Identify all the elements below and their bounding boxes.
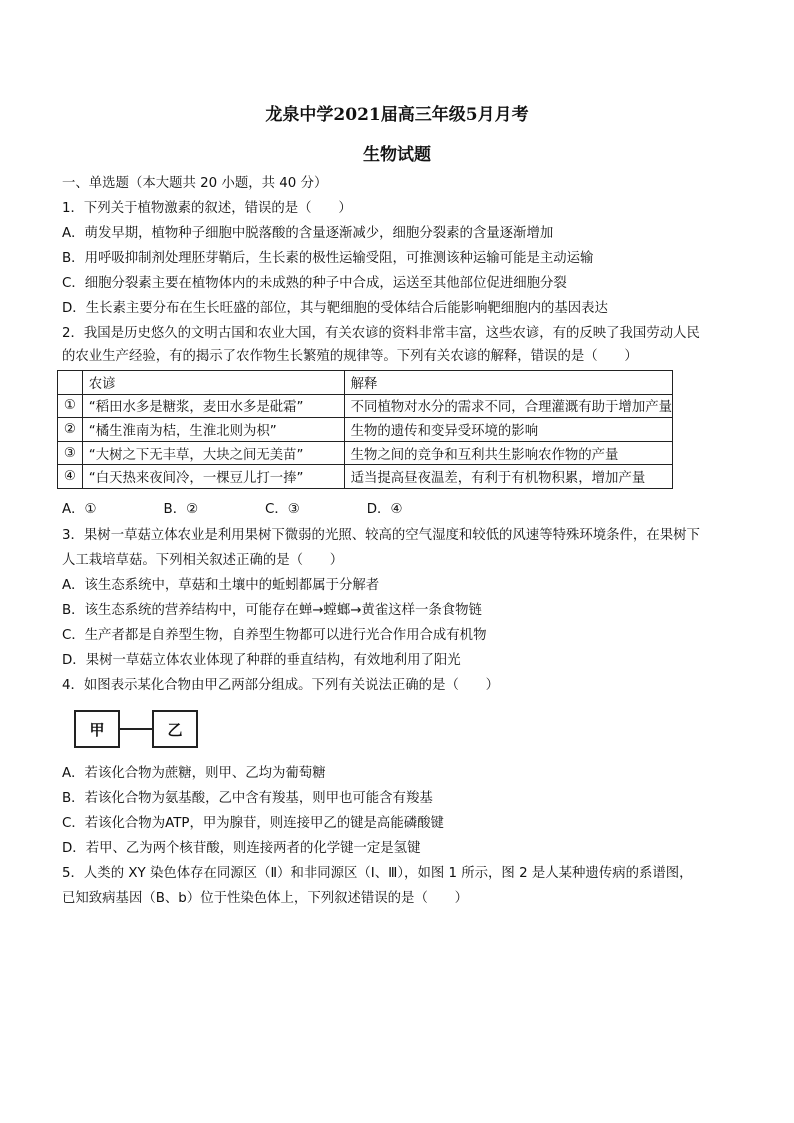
q3-stem-line2: 人工栽培草菇。下列相关叙述正确的是（ ） [62, 553, 344, 568]
q1-option-c: C．细胞分裂素主要在植物体内的未成熟的种子中合成，运送至其他部位促进细胞分裂 [62, 276, 567, 291]
row-number: ③ [58, 441, 83, 465]
row-proverb: “稻田水多是糖浆，麦田水多是砒霜” [82, 394, 344, 418]
q1-stem: 1．下列关于植物激素的叙述，错误的是（ ） [62, 201, 352, 216]
row-number: ② [58, 418, 83, 442]
row-explain: 不同植物对水分的需求不同，合理灌溉有助于增加产量 [344, 394, 672, 418]
q4-option-b: B．若该化合物为氨基酸，乙中含有羧基，则甲也可能含有羧基 [62, 791, 433, 806]
row-proverb: “橘生淮南为桔，生淮北则为枳” [82, 418, 344, 442]
part-a-box: 甲 [74, 710, 120, 748]
q1-option-d: D．生长素主要分布在生长旺盛的部位，其与靶细胞的受体结合后能影响靶细胞内的基因表达 [62, 301, 608, 316]
exam-subject: 生物试题 [363, 145, 431, 165]
table-header-row [58, 371, 673, 395]
q5-stem-line1: 5．人类的 XY 染色体存在同源区（Ⅱ）和非同源区（Ⅰ、Ⅲ），如图 1 所示，图 2 是人某种遗传病的系谱图， [62, 866, 693, 881]
q2-stem-line2: 的农业生产经验，有的揭示了农作物生长繁殖的规律等。下列有关农谚的解释，错误的是（ ） [62, 349, 638, 364]
row-number: ① [58, 394, 83, 418]
table-row [58, 465, 673, 489]
row-proverb: “大树之下无丰草，大块之间无美苗” [82, 441, 344, 465]
row-proverb: “白天热来夜间冷，一棵豆儿打一捧” [82, 465, 344, 489]
table-row [58, 418, 673, 442]
q2-options: A．① B．② C．③ D．④ [62, 502, 403, 517]
part-b-box: 乙 [152, 710, 198, 748]
q1-option-b: B．用呼吸抑制剂处理胚芽鞘后，生长素的极性运输受阻，可推测该种运输可能是主动运输 [62, 251, 594, 266]
table-row [58, 441, 673, 465]
q5-stem-line2: 已知致病基因（B、b）位于性染色体上，下列叙述错误的是（ ） [62, 891, 469, 906]
q4-option-d: D．若甲、乙为两个核苷酸，则连接两者的化学键一定是氢键 [62, 841, 421, 856]
row-number: ④ [58, 465, 83, 489]
table-row [58, 394, 673, 418]
compound-diagram [74, 710, 200, 750]
q1-option-a: A．萌发早期，植物种子细胞中脱落酸的含量逐渐减少，细胞分裂素的含量逐渐增加 [62, 226, 554, 241]
q4-option-a: A．若该化合物为蔗糖，则甲、乙均为葡萄糖 [62, 766, 326, 781]
q3-option-d: D．果树一草菇立体农业体现了种群的垂直结构，有效地利用了阳光 [62, 653, 461, 668]
exam-title: 龙泉中学2021届高三年级5月月考 [265, 105, 529, 125]
q3-option-a: A．该生态系统中，草菇和土壤中的蚯蚓都属于分解者 [62, 578, 380, 593]
q2-stem-line1: 2．我国是历史悠久的文明古国和农业大国，有关农谚的资料非常丰富，这些农谚，有的反映了我国劳动人民 [62, 326, 700, 341]
proverb-table [57, 370, 673, 489]
q4-option-c: C．若该化合物为ATP，甲为腺苷，则连接甲乙的键是高能磷酸键 [62, 816, 444, 831]
q3-stem-line1: 3．果树一草菇立体农业是利用果树下微弱的光照、较高的空气湿度和较低的风速等特殊环境条件，在果树下 [62, 528, 700, 543]
table-header-proverb: 农谚 [82, 371, 344, 395]
row-explain: 适当提高昼夜温差，有利于有机物积累，增加产量 [344, 465, 672, 489]
bond-line [120, 728, 152, 730]
row-explain: 生物之间的竞争和互利共生影响农作物的产量 [344, 441, 672, 465]
q3-option-c: C．生产者都是自养型生物，自养型生物都可以进行光合作用合成有机物 [62, 628, 487, 643]
section-heading: 一、单选题（本大题共 20 小题，共 40 分） [62, 176, 328, 191]
row-explain: 生物的遗传和变异受环境的影响 [344, 418, 672, 442]
q4-stem: 4．如图表示某化合物由甲乙两部分组成。下列有关说法正确的是（ ） [62, 678, 500, 693]
table-header-explain: 解释 [344, 371, 672, 395]
table-header-num [58, 371, 83, 395]
q3-option-b: B．该生态系统的营养结构中，可能存在蝉→螳螂→黄雀这样一条食物链 [62, 603, 482, 618]
